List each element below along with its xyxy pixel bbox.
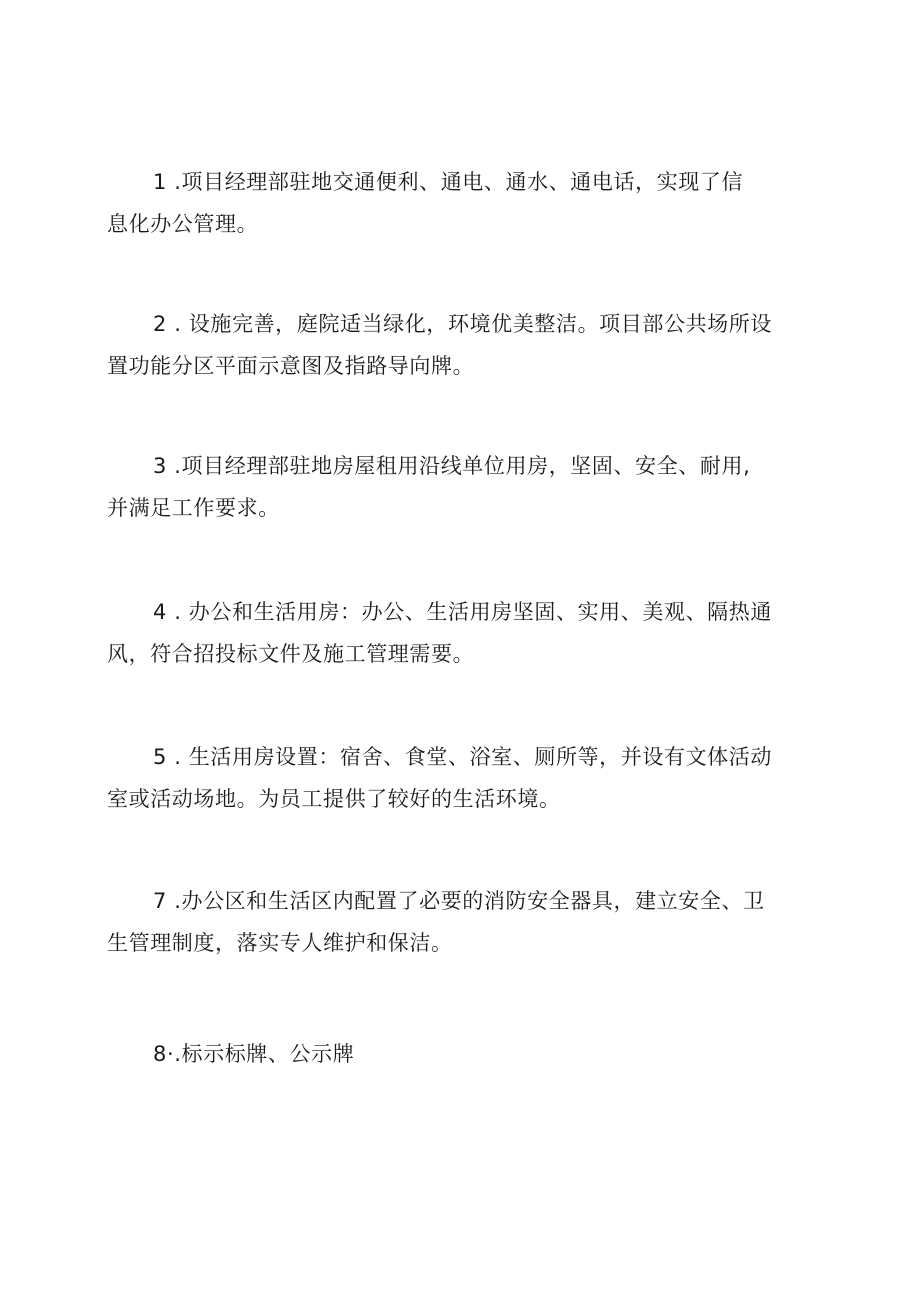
paragraph-4	[107, 591, 817, 675]
paragraph-line: 4 . 办公和生活用房：办公、生活用房坚固、实用、美观、隔热通	[153, 600, 772, 624]
paragraph-line: 1 .项目经理部驻地交通便利、通电、通水、通电话，实现了信	[153, 170, 744, 194]
paragraph-line: 置功能分区平面示意图及指路导向牌。	[107, 354, 475, 378]
paragraph-line: 5 . 生活用房设置：宿舍、食堂、浴室、厕所等，并设有文体活动	[153, 745, 772, 769]
paragraph-line: 息化办公管理。	[107, 212, 259, 236]
paragraph-line: 8·.标示标牌、公示牌	[153, 1042, 355, 1066]
paragraph-line: 7 .办公区和生活区内配置了必要的消防安全器具，建立安全、卫	[153, 889, 765, 913]
paragraph-7	[107, 880, 817, 964]
paragraph-2	[107, 303, 817, 387]
paragraph-1	[107, 161, 817, 245]
paragraph-line: 2 . 设施完善，庭院适当绿化，环境优美整洁。项目部公共场所设	[153, 312, 772, 336]
paragraph-8-heading	[107, 1033, 817, 1075]
paragraph-line: 风，符合招投标文件及施工管理需要。	[107, 642, 475, 666]
paragraph-line: 生管理制度，落实专人维护和保洁。	[107, 931, 453, 955]
paragraph-line: 室或活动场地。为员工提供了较好的生活环境。	[107, 787, 561, 811]
paragraph-5	[107, 736, 817, 820]
paragraph-line: 并满足工作要求。	[107, 496, 280, 520]
paragraph-3	[107, 445, 817, 529]
paragraph-line: 3 .项目经理部驻地房屋租用沿线单位用房，坚固、安全、耐用,	[153, 454, 751, 478]
